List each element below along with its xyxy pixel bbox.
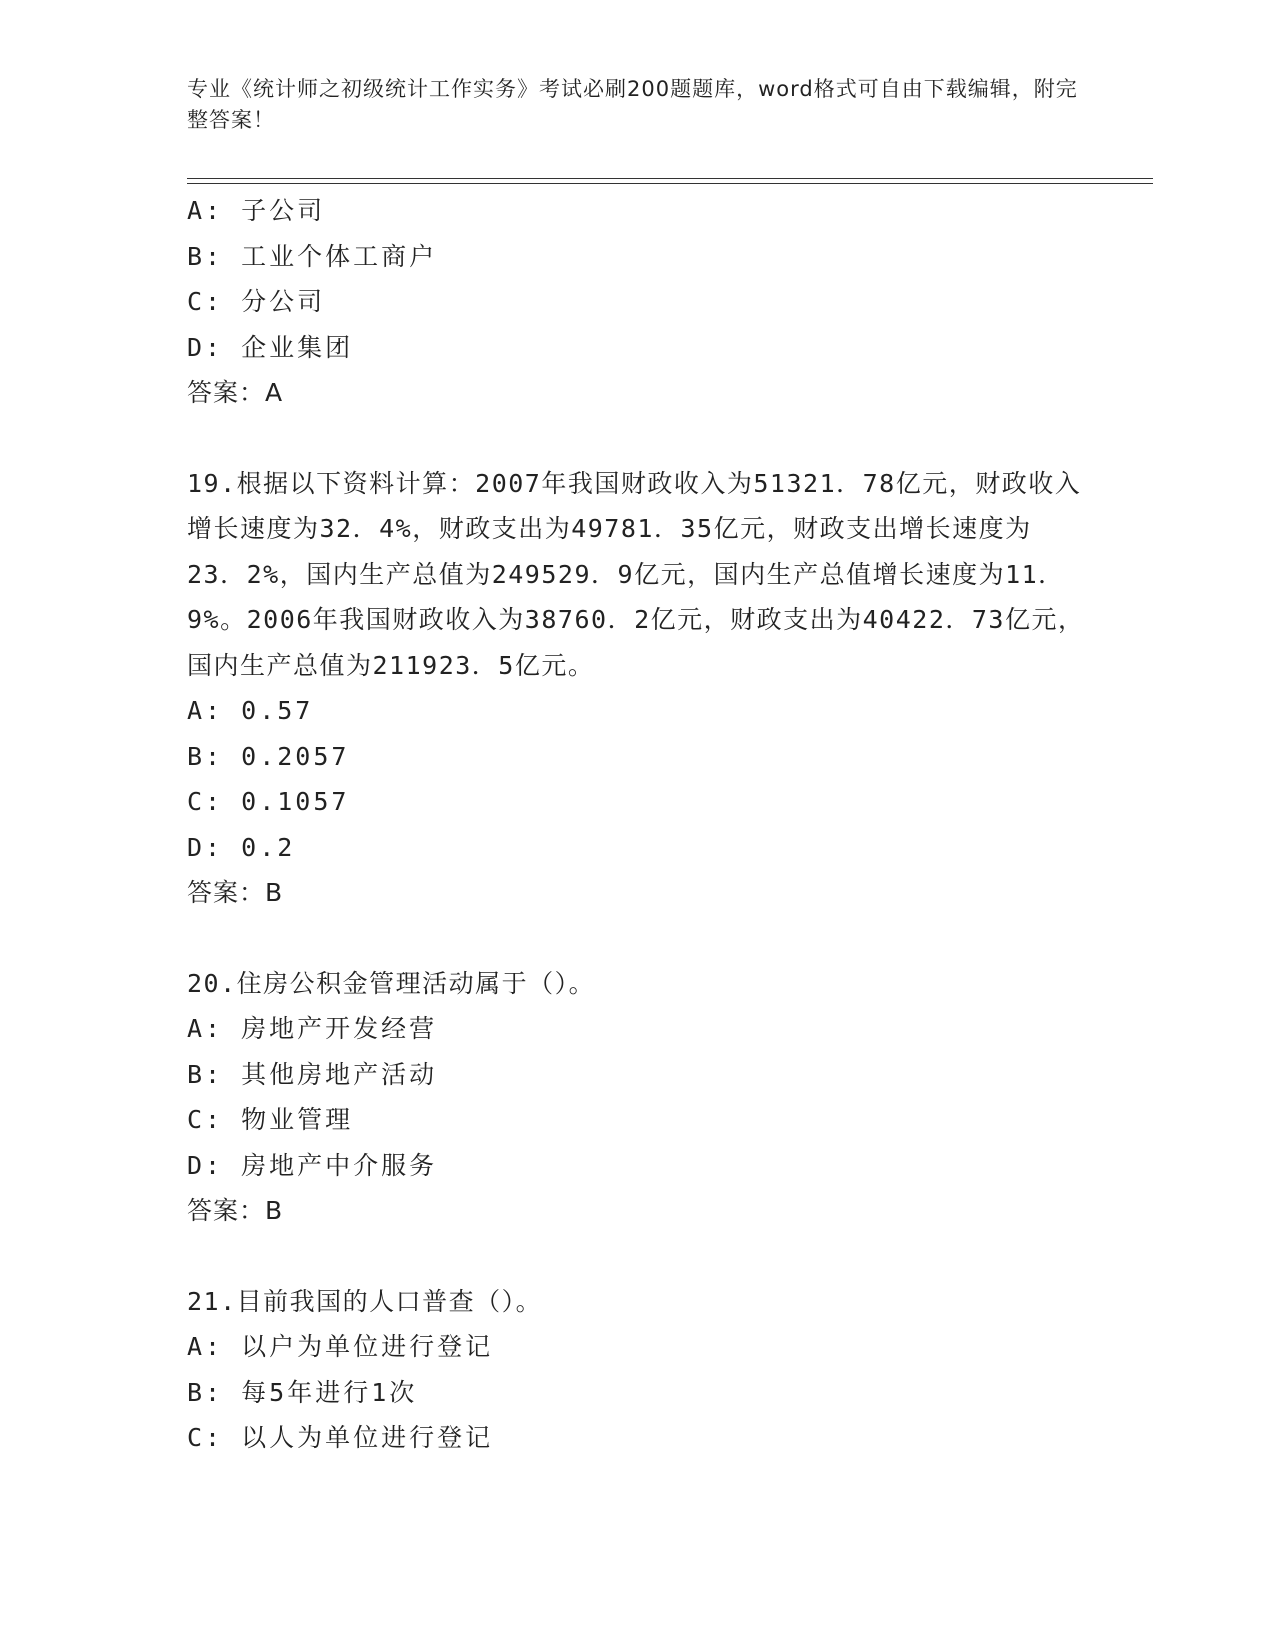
question-20-block (187, 961, 1087, 1234)
question-18-answer: 答案：A (187, 378, 284, 407)
question-21-stem: 21.目前我国的人口普查（）。 (187, 1286, 543, 1316)
question-20-stem: 20.住房公积金管理活动属于（）。 (187, 968, 596, 998)
question-19-answer: 答案：B (187, 878, 284, 907)
question-19-block (187, 461, 1087, 916)
question-18-option-a: A: 子公司 (187, 196, 326, 225)
question-18-option-d: D: 企业集团 (187, 332, 354, 362)
question-21-option-a: A: 以户为单位进行登记 (187, 1332, 494, 1361)
question-content (187, 188, 1087, 1461)
question-19-option-a: A: 0.57 (187, 696, 314, 725)
question-18-option-c: C: 分公司 (187, 287, 326, 316)
question-19-option-b: B: 0.2057 (187, 741, 350, 771)
question-18-option-b: B: 工业个体工商户 (187, 241, 438, 271)
question-20-option-a: A: 房地产开发经营 (187, 1014, 438, 1043)
question-19-stem: 19.根据以下资料计算：2007年我国财政收入为51321．78亿元，财政收入增长速度为32．4%，财政支出为49781．35亿元，财政支出增长速度为23．2%，国内生产总值为249529．9亿元，国内生产总值增长速度为11．9%。2006年我国财政收入为38760．2亿元，财政支出为40422．73亿元，国内生产总值为211923．5亿元。 (187, 468, 1085, 680)
question-20-answer: 答案：B (187, 1196, 284, 1225)
question-20-option-b: B: 其他房地产活动 (187, 1059, 438, 1089)
question-19-option-d: D: 0.2 (187, 832, 296, 862)
question-20-option-c: C: 物业管理 (187, 1105, 354, 1134)
question-20-option-d: D: 房地产中介服务 (187, 1150, 438, 1180)
question-21-option-c: C: 以人为单位进行登记 (187, 1423, 494, 1452)
document-header: 专业《统计师之初级统计工作实务》考试必刷200题题库，word格式可自由下载编辑，附完整答案！ (187, 77, 1078, 132)
question-19-option-c: C: 0.1057 (187, 787, 350, 816)
header-rule-bottom (187, 183, 1153, 184)
question-21-block (187, 1279, 1087, 1461)
question-21-option-b: B: 每5年进行1次 (187, 1377, 418, 1407)
header-rule-top (187, 178, 1153, 179)
question-18-block (187, 188, 1087, 416)
